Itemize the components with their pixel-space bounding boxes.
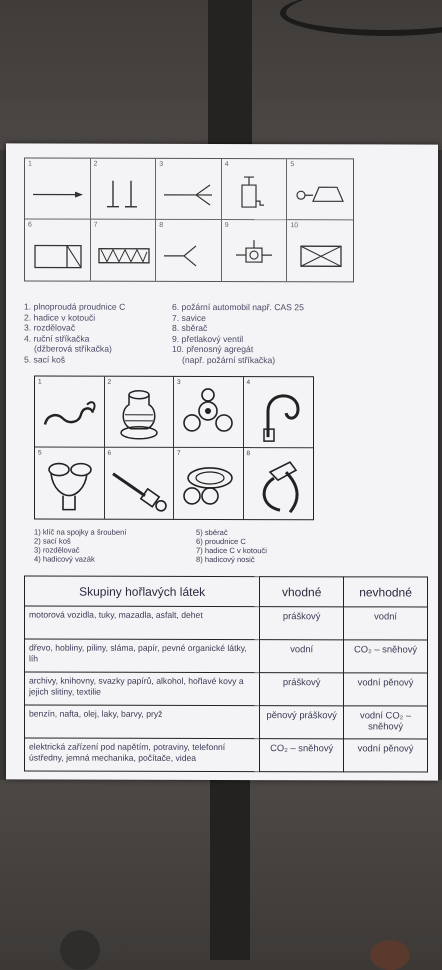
symbol-number: 8	[159, 222, 163, 229]
symbol-cell	[222, 220, 288, 281]
picture-cell	[174, 377, 244, 448]
symbol-cell	[222, 159, 288, 220]
symbol-cell	[156, 159, 222, 220]
legend-item: 4) hadicový vazák	[34, 555, 126, 564]
table-row	[25, 672, 428, 706]
legend-item: 8) hadicový nosič	[196, 555, 267, 564]
symbol-cell	[287, 220, 353, 281]
symbol-legend-left	[24, 301, 125, 365]
table-cell-material: benzín, nafta, olej, laky, barvy, pryž	[25, 705, 260, 739]
legend-item: 1) klíč na spojky a šroubení	[34, 528, 126, 537]
picture-number: 1	[38, 379, 42, 386]
symbol-number: 4	[225, 161, 229, 168]
divider-icon	[162, 173, 216, 213]
picture-number: 3	[177, 379, 181, 386]
symbol-cell	[91, 159, 157, 220]
picture-cell	[105, 377, 175, 448]
picture-cell	[35, 377, 105, 448]
table-row	[25, 705, 428, 739]
legend-item: 7. savice	[172, 312, 304, 323]
picture-cell	[105, 448, 175, 519]
symbol-number: 9	[225, 222, 229, 229]
symbol-number: 2	[94, 161, 98, 168]
picture-number: 8	[247, 450, 251, 457]
background-object	[370, 940, 410, 970]
table-cell-suitable: práškový	[260, 673, 344, 706]
table-cell-suitable: CO₂ – sněhový	[260, 739, 344, 772]
picture-cell	[244, 377, 314, 448]
picture-number: 6	[108, 450, 112, 457]
table-cell-suitable: vodní	[260, 640, 344, 673]
table-cell-unsuitable: vodní CO₂ – sněhový	[344, 706, 428, 739]
symbol-number: 5	[290, 161, 294, 168]
legend-item: 2. hadice v kotouči	[24, 312, 125, 323]
coupling-wrench-icon	[41, 385, 97, 445]
symbol-cell	[25, 219, 91, 280]
symbol-cell	[287, 159, 353, 220]
table-header-row	[25, 576, 428, 607]
hose-reel-icon	[180, 456, 236, 516]
legend-item: 10. přenosný agregát	[172, 344, 304, 355]
legend-item: 2) sací koš	[34, 537, 126, 546]
table-cell-unsuitable: vodní	[344, 607, 428, 640]
symbol-number: 3	[159, 161, 163, 168]
picture-number: 4	[247, 379, 251, 386]
table-cell-material: archivy, knihovny, svazky papírů, alkohol, hořlavé kovy a jejich slitiny, textilie	[25, 672, 260, 706]
picture-cell	[174, 448, 244, 519]
collector-icon	[41, 456, 97, 516]
legend-item: 6. požární automobil např. CAS 25	[172, 302, 304, 313]
symbol-legend-right	[172, 302, 304, 366]
table-cell-material: elektrická zařízení pod napětím, potraviny, telefonní ústředny, jemná mechanika, počítače, videa	[25, 738, 260, 772]
legend-item: (např. požární stříkačka)	[172, 355, 304, 366]
legend-item: 7) hadice C v kotouči	[196, 546, 267, 555]
table-header: nevhodné	[344, 577, 428, 607]
symbol-number: 10	[290, 222, 298, 229]
table-cell-unsuitable: vodní pěnový	[344, 673, 428, 706]
symbol-cell	[156, 220, 222, 281]
collector-icon	[162, 234, 216, 274]
background-object	[60, 930, 100, 970]
legend-item: 8. sběrač	[172, 323, 304, 334]
table-cell-suitable: práškový	[260, 607, 344, 640]
divider-icon	[180, 385, 236, 445]
table-cell-unsuitable: vodní pěnový	[344, 739, 428, 772]
symbol-number: 7	[94, 222, 98, 229]
legend-item: 3. rozdělovač	[24, 323, 125, 334]
nozzle-c-icon	[111, 456, 167, 516]
picture-number: 2	[108, 379, 112, 386]
table-row	[25, 606, 428, 640]
suction-basket-icon	[293, 173, 347, 213]
legend-item: 5. sací koš	[24, 354, 125, 365]
hose-reel-icon	[97, 173, 151, 213]
table-header: vhodné	[260, 577, 344, 607]
legend-item: 3) rozdělovač	[34, 546, 126, 555]
symbol-number: 6	[28, 221, 32, 228]
nozzle-c-arrow-icon	[31, 172, 85, 212]
portable-unit-icon	[293, 234, 347, 274]
legend-item: 1. plnoproudá proudnice C	[24, 301, 125, 312]
symbol-cell	[25, 158, 91, 219]
suction-basket-icon	[111, 385, 167, 445]
table-cell-suitable: pěnový práškový	[260, 706, 344, 739]
legend-item: 6) proudnice C	[196, 537, 267, 546]
symbol-cell	[91, 220, 157, 281]
document-sheet	[6, 143, 438, 780]
picture-number: 5	[38, 450, 42, 457]
table-row	[25, 639, 428, 673]
picture-legend-left	[34, 528, 126, 564]
picture-cell	[244, 448, 314, 519]
picture-cell	[35, 448, 105, 519]
hose-carrier-icon	[250, 456, 306, 516]
legend-item: 9. přetlakový ventil	[172, 334, 304, 345]
picture-legend-right	[196, 528, 267, 564]
background-gap	[208, 0, 252, 150]
pressure-valve-icon	[228, 234, 282, 274]
legend-item: (džberová stříkačka)	[24, 344, 125, 355]
extinguisher-table	[24, 575, 428, 772]
table-cell-material: dřevo, hobliny, piliny, sláma, papír, pevné organické látky, líh	[25, 639, 260, 673]
legend-item: 4. ruční stříkačka	[24, 333, 125, 344]
table-header: Skupiny hořlavých látek	[25, 576, 260, 607]
symbol-grid	[24, 157, 354, 282]
table-cell-unsuitable: CO₂ – sněhový	[344, 640, 428, 673]
table-row	[25, 738, 428, 772]
legend-item: 5) sběrač	[196, 528, 267, 537]
symbol-number: 1	[28, 160, 32, 167]
background-gap-bottom	[210, 780, 250, 960]
table-cell-material: motorová vozidla, tuky, mazadla, asfalt, dehet	[25, 606, 260, 640]
picture-number: 7	[177, 450, 181, 457]
hand-sprayer-icon	[228, 173, 282, 213]
hose-tie-icon	[250, 385, 306, 445]
suction-hose-icon	[97, 234, 151, 274]
fire-truck-icon	[31, 233, 85, 273]
equipment-picture-grid	[34, 376, 314, 521]
